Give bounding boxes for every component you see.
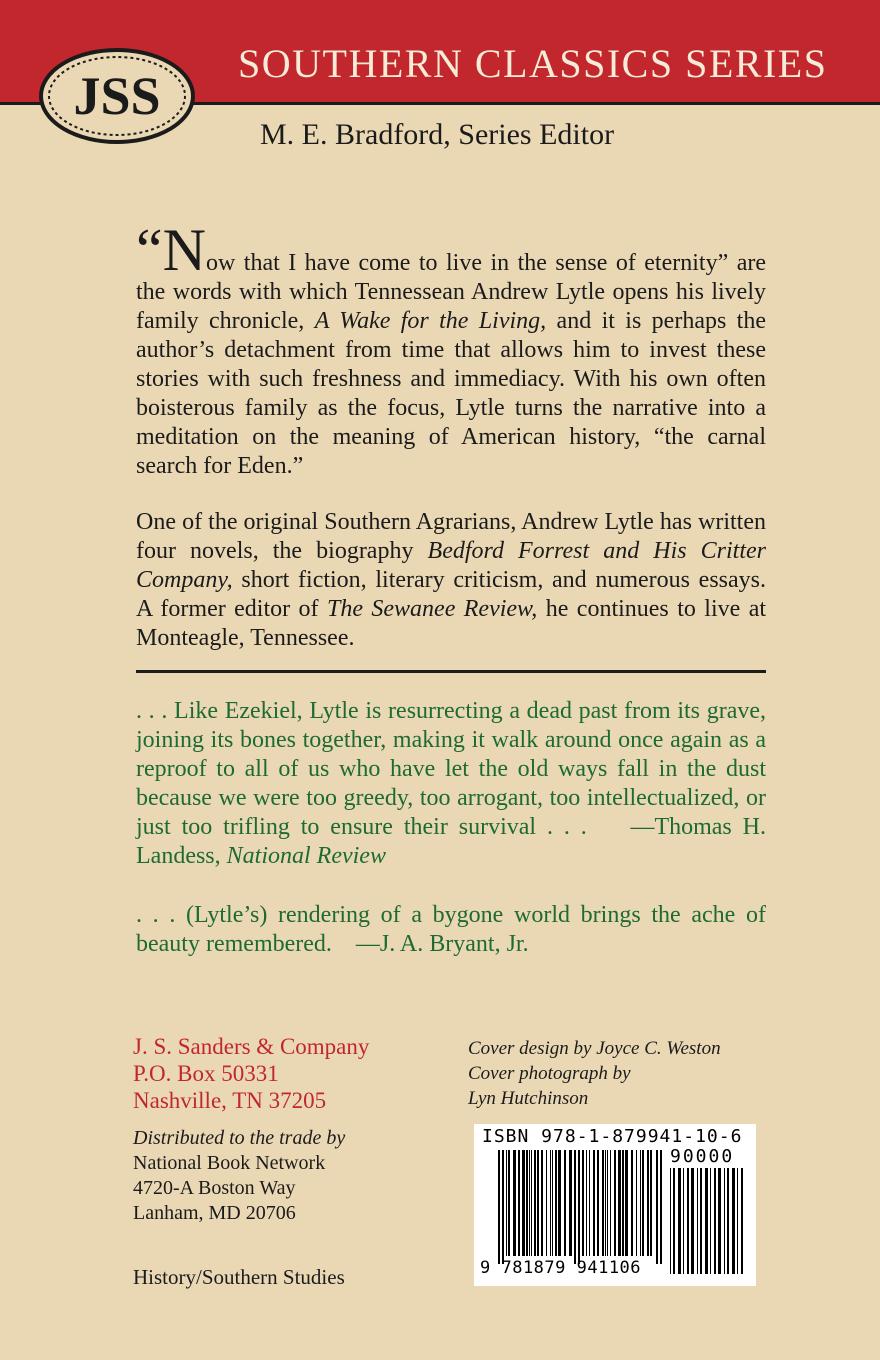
barcode-bar [660,1150,662,1264]
review-title: The Sewanee Review, [326,596,538,622]
barcode-bar [589,1150,590,1256]
price-code: 90000 [670,1146,735,1167]
barcode-bar [691,1168,694,1274]
quote-2-text: . . . (Lytle’s) rendering of a bygone world brings the ache of beauty remembered. [136,902,766,957]
quote-1-text: . . . Like Ezekiel, Lytle is resurrecting a dead past from its grave, joining its bones together, making it walk around once again as a reproof to all of us who have let the old ways fall in the dust because we were too greedy, too arrogant, too intellectualized, or just too trifling to ensure their survival . . . [136,698,766,840]
description-paragraph-2 [136,508,766,653]
review-quote-2 [136,901,766,959]
dropcap-letter: N [162,217,206,283]
barcode-bar [697,1168,698,1274]
barcode-bar [522,1150,525,1256]
barcode-bar [541,1150,543,1256]
publisher-address [133,1033,369,1114]
quote-1-source: National Review [226,843,386,869]
p1-text-a: ow that I have come to live in the sense of eternity” are the words with which Tennessean Andrew Lytle opens his lively family chronicle, [136,250,766,334]
barcode-bar [508,1150,510,1256]
publisher-city: Nashville, TN 37205 [133,1088,327,1113]
barcode-bar [593,1150,595,1256]
barcode-bar [586,1150,587,1256]
distributor-name: National Book Network [133,1152,326,1174]
review-quote-1 [136,697,766,871]
barcode-bar [555,1150,557,1256]
barcode-bar [578,1150,580,1264]
barcode-bar [506,1150,507,1256]
barcode-bar [582,1150,584,1256]
distributor-block [133,1126,345,1226]
barcode-bar [558,1150,561,1256]
p2-text-b: short fiction, literary criticism, and numerous essays. A former editor of [136,567,766,622]
quote-1-attribution: —Thomas H. Landess, [136,814,766,869]
design-credit: Cover design by Joyce C. Weston [468,1038,721,1059]
barcode-bar [574,1150,576,1264]
divider-rule [136,670,766,673]
p1-text-b: and it is perhaps the author’s detachment from time that allows him to invest these stories with such freshness and immediacy. With his own often boisterous family as the focus, Lytle turns the narrative into a meditation on the meaning of American history, “the carnal search for Eden.” [136,308,766,479]
series-title: SOUTHERN CLASSICS SERIES [238,41,828,86]
barcode-bar [673,1168,675,1274]
barcode-bar [550,1150,551,1256]
barcode-bar [513,1150,516,1256]
barcode-bar [737,1168,738,1274]
series-editor: M. E. Bradford, Series Editor [260,118,615,151]
barcode-bar [537,1150,539,1256]
barcode-bar [656,1150,658,1264]
barcode-bar [526,1150,528,1256]
barcode-bar [531,1150,532,1256]
p2-text-c: he continues to live at Monteagle, Tennessee. [136,596,767,651]
barcode-bar [534,1150,536,1256]
barcode-bar [741,1168,743,1274]
barcode-bar [546,1150,547,1256]
barcode-bar [700,1168,702,1274]
distributor-street: 4720-A Boston Way [133,1177,296,1199]
distributor-label: Distributed to the trade by [133,1127,346,1149]
publisher-name: J. S. Sanders & Company [133,1034,370,1059]
isbn-number: ISBN 978-1-879941-10-6 [482,1126,743,1147]
photo-credit-label: Cover photograph by [468,1063,631,1084]
barcode-bar [636,1150,637,1256]
barcode-bar [640,1150,641,1256]
barcode-bar [552,1150,553,1256]
barcode-bar [670,1168,671,1274]
logo-monogram: JSS [73,66,161,126]
barcode-bar [647,1150,649,1256]
barcode-bar [642,1150,644,1256]
barcode-bar [732,1168,735,1274]
barcode-bar [718,1168,721,1274]
barcode-bar [650,1150,652,1256]
barcode-bar [597,1150,599,1256]
quote-2-attribution: —J. A. Bryant, Jr. [355,931,529,957]
barcode-bar [687,1168,689,1274]
barcode-bar [625,1150,628,1256]
p2-text-a: One of the original Southern Agrarians, Andrew Lytle has written four novels, the biography [136,509,766,564]
barcode-bar [605,1150,606,1256]
publisher-po: P.O. Box 50331 [133,1061,279,1086]
barcode-bar [607,1150,608,1256]
barcode-bar [683,1168,684,1274]
barcode-bar [714,1168,716,1274]
barcode-bar [705,1168,708,1274]
publisher-logo [38,46,196,146]
isbn-barcode [474,1124,756,1286]
barcode-bar [631,1150,633,1256]
barcode-bar [602,1150,604,1256]
barcode-bar [727,1168,729,1274]
open-quote: “ [136,217,163,283]
barcode-bar [518,1150,520,1256]
barcode-bar [622,1150,624,1256]
photographer-name: Lyn Hutchinson [468,1088,589,1109]
book-title: A Wake for the Living, [314,308,547,334]
barcode-bar [724,1168,725,1274]
barcode-bar [614,1150,616,1256]
barcode-bar [529,1150,530,1256]
barcode-bar [610,1150,611,1256]
barcode-bar [564,1150,566,1256]
barcode-bar [710,1168,711,1274]
barcode-bar [498,1150,500,1264]
barcode-bar [502,1150,504,1264]
category-label: History/Southern Studies [133,1265,345,1289]
cover-credits [468,1036,721,1111]
barcode-bar [569,1150,572,1256]
distributor-city: Lanham, MD 20706 [133,1202,296,1224]
ean-digits: 9 781879 941106 [480,1258,642,1278]
biography-title: Bedford Forrest and His Critter Company, [136,538,766,593]
barcode-bar [678,1168,681,1274]
description-paragraph-1 [136,217,766,481]
barcode-bar [618,1150,621,1256]
